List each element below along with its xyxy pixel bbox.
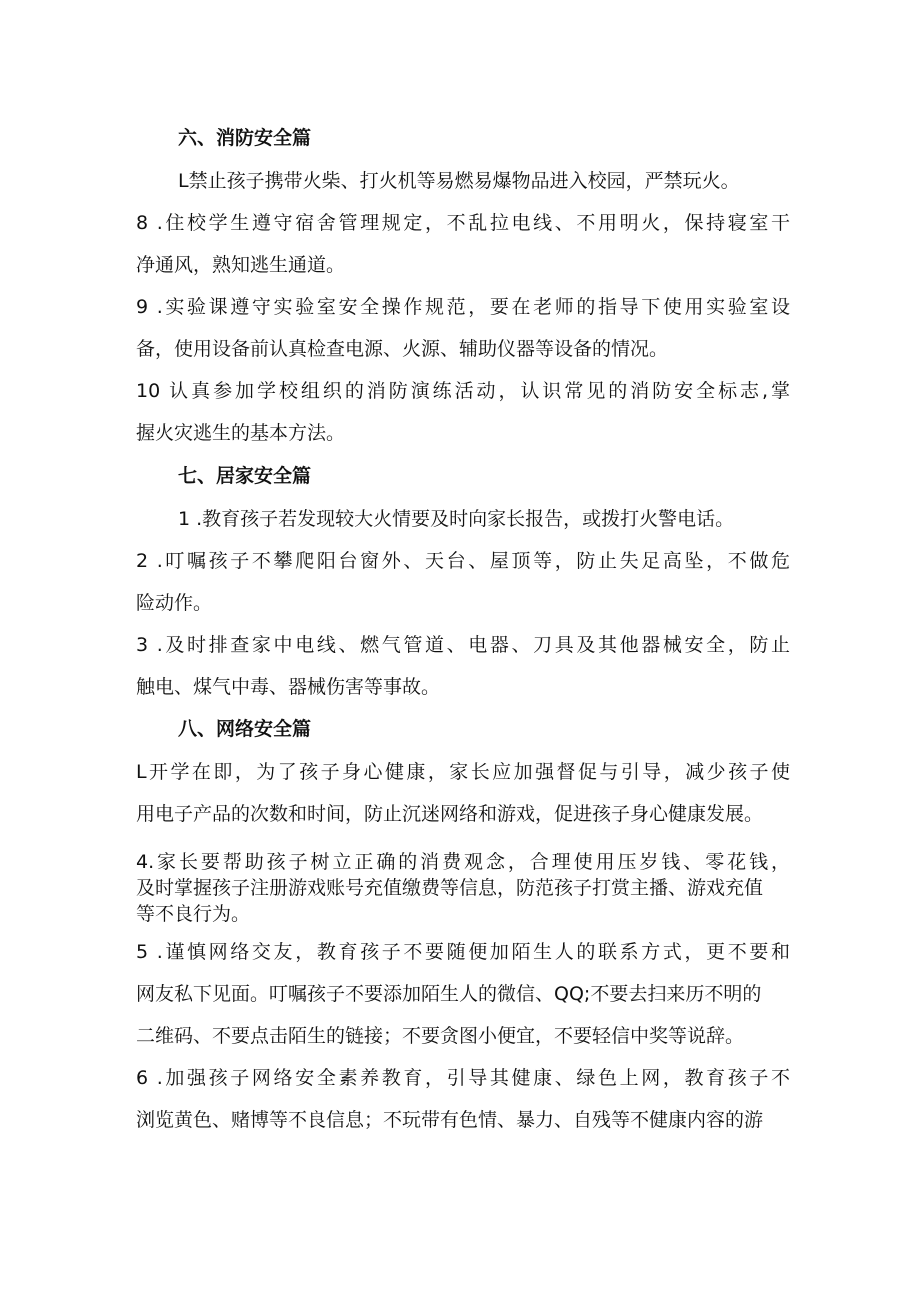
paragraph-line: 网友私下见面。叮嘱孩子不要添加陌生人的微信、QQ;不要去扫来历不明的	[136, 983, 762, 1005]
paragraph-line: 1 .教育孩子若发现较大火情要及时向家长报告，或拨打火警电话。	[178, 508, 735, 530]
paragraph-line: 8 .住校学生遵守宿舍管理规定，不乱拉电线、不用明火，保持寝室干	[136, 212, 790, 234]
paragraph-line: 净通风，熟知逃生通道。	[136, 254, 346, 276]
paragraph-line: 用电子产品的次数和时间，防止沉迷网络和游戏，促进孩子身心健康发展。	[136, 803, 764, 825]
section-heading-network-safety: 八、网络安全篇	[178, 718, 312, 740]
paragraph-line: 10 认真参加学校组织的消防演练活动，认识常见的消防安全标志,掌	[136, 380, 790, 402]
section-heading-fire-safety: 六、消防安全篇	[178, 127, 312, 149]
paragraph-line: 等不良行为。	[136, 903, 251, 925]
paragraph-line: 触电、煤气中毒、器械伤害等事故。	[136, 676, 441, 698]
paragraph-line: 9 .实验课遵守实验室安全操作规范，要在老师的指导下使用实验室设	[136, 296, 790, 318]
paragraph-line: 2 .叮嘱孩子不攀爬阳台窗外、天台、屋顶等，防止失足高坠，不做危	[136, 550, 790, 572]
paragraph-line: 5 .谨慎网络交友，教育孩子不要随便加陌生人的联系方式，更不要和	[136, 941, 790, 963]
paragraph-line: 6 .加强孩子网络安全素养教育，引导其健康、绿色上网，教育孩子不	[136, 1067, 790, 1089]
paragraph-line: 二维码、不要点击陌生的链接；不要贪图小便宜，不要轻信中奖等说辞。	[136, 1025, 745, 1047]
paragraph-line: 险动作。	[136, 592, 213, 614]
section-heading-home-safety: 七、居家安全篇	[178, 465, 312, 487]
paragraph-line: 3 .及时排查家中电线、燃气管道、电器、刀具及其他器械安全，防止	[136, 634, 790, 656]
paragraph-line: 及时掌握孩子注册游戏账号充值缴费等信息，防范孩子打赏主播、游戏充值	[136, 877, 764, 899]
paragraph-line: L禁止孩子携带火柴、打火机等易燃易爆物品进入校园，严禁玩火。	[178, 170, 740, 192]
paragraph-line: 握火灾逃生的基本方法。	[136, 422, 346, 444]
paragraph-line: L开学在即，为了孩子身心健康，家长应加强督促与引导，减少孩子使	[136, 761, 790, 783]
paragraph-line: 浏览黄色、赌博等不良信息；不玩带有色情、暴力、自残等不健康内容的游	[136, 1109, 764, 1131]
paragraph-line: 4.家长要帮助孩子树立正确的消费观念，合理使用压岁钱、零花钱，	[136, 851, 790, 873]
paragraph-line: 备，使用设备前认真检查电源、火源、辅助仪器等设备的情况。	[136, 338, 669, 360]
